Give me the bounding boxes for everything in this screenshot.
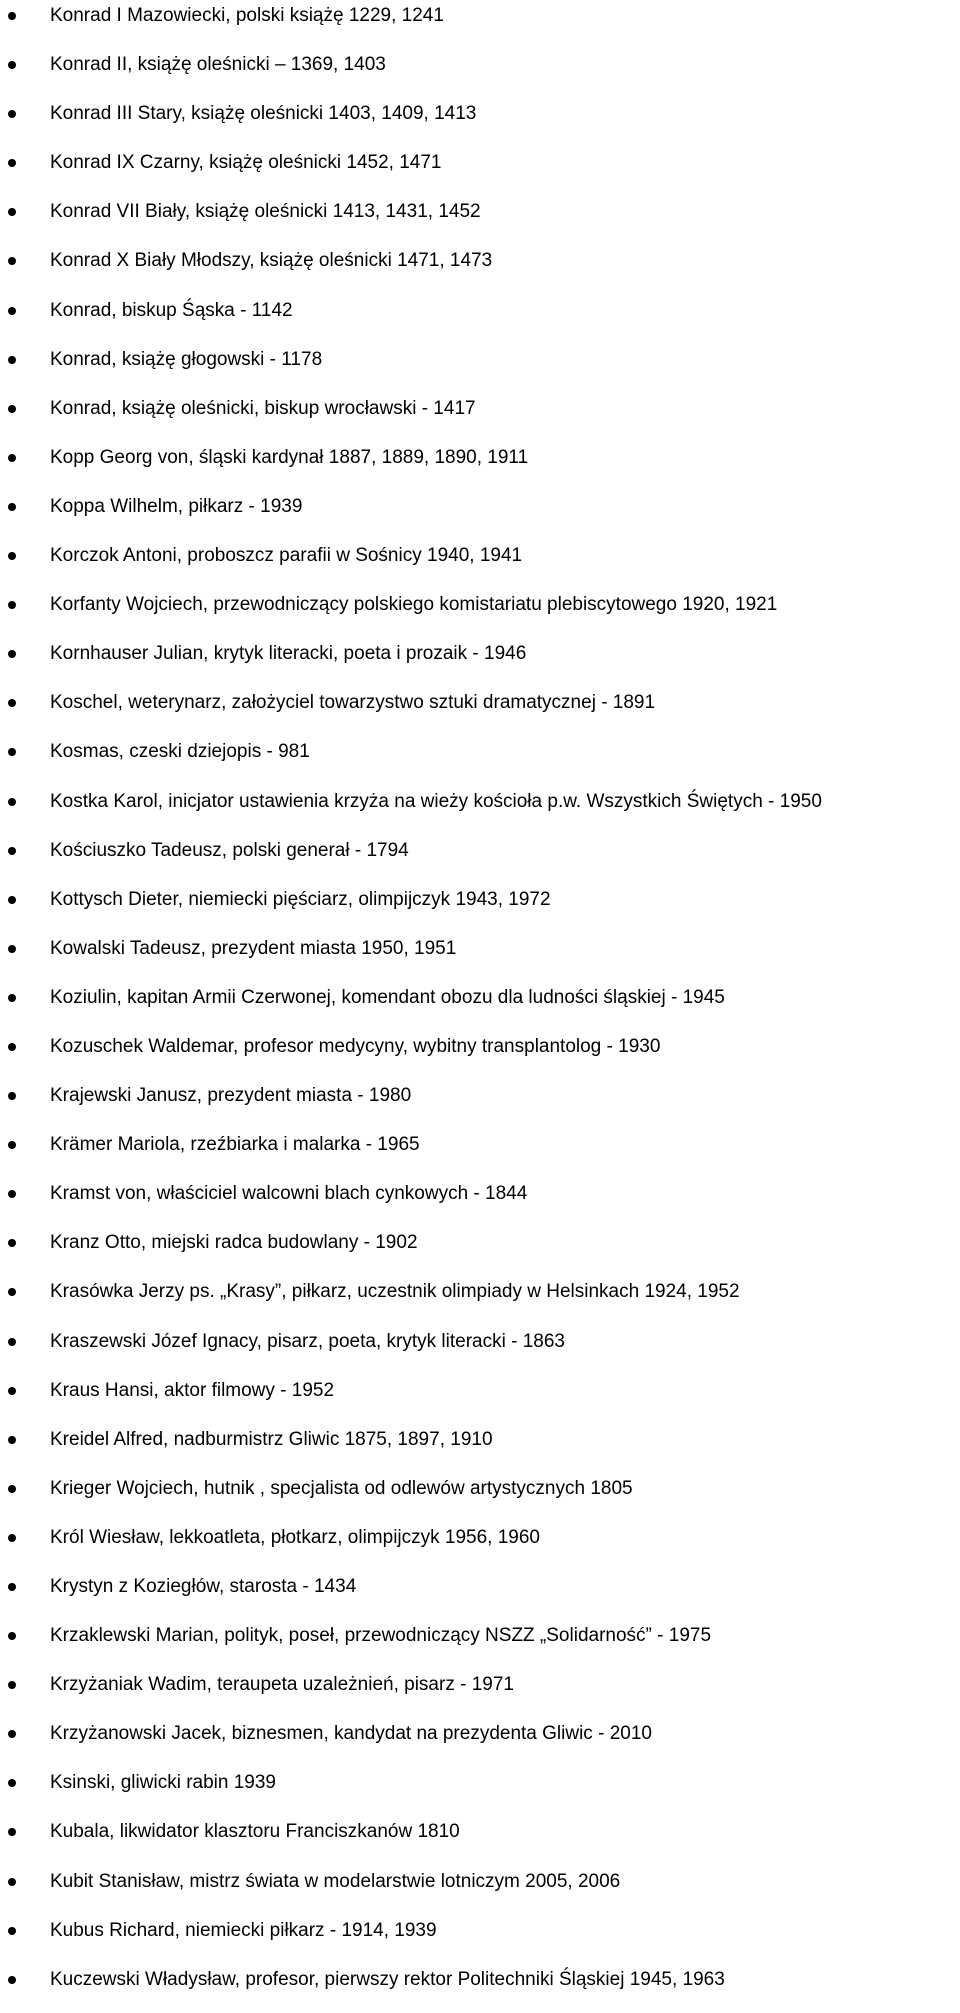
bullet-icon xyxy=(8,1927,16,1935)
list-item xyxy=(0,589,960,638)
bullet-icon xyxy=(8,356,16,364)
list-item-text: Konrad III Stary, książę oleśnicki 1403, 1409, 1413 xyxy=(50,103,477,125)
bullet-icon xyxy=(8,650,16,658)
list-item-text: Kostka Karol, inicjator ustawienia krzyża na wieży kościoła p.w. Wszystkich Świętych - 1950 xyxy=(50,790,822,812)
list-item xyxy=(0,1473,960,1522)
bullet-icon xyxy=(8,798,16,806)
bullet-icon xyxy=(8,1976,16,1984)
bullet-icon xyxy=(8,208,16,216)
list-item-text: Krystyn z Koziegłów, starosta - 1434 xyxy=(50,1576,357,1597)
list-item xyxy=(0,1620,960,1669)
bullet-icon xyxy=(8,405,16,413)
bullet-icon xyxy=(8,1436,16,1444)
bullet-icon xyxy=(8,1239,16,1247)
list-item xyxy=(0,933,960,982)
list-item-text: Król Wiesław, lekkoatleta, płotkarz, olimpijczyk 1956, 1960 xyxy=(50,1526,541,1548)
list-item-text: Kubit Stanisław, mistrz świata w modelarstwie lotniczym 2005, 2006 xyxy=(50,1870,621,1892)
bullet-icon xyxy=(8,699,16,707)
bullet-icon xyxy=(8,1485,16,1493)
list-item-text: Konrad I Mazowiecki, polski książę 1229, 1241 xyxy=(50,5,444,26)
list-item-text: Krieger Wojciech, hutnik , specjalista od odlewów artystycznych 1805 xyxy=(50,1477,633,1499)
list-item-text: Kopp Georg von, śląski kardynał 1887, 1889, 1890, 1911 xyxy=(50,446,529,468)
list-item xyxy=(0,1522,960,1571)
bullet-icon xyxy=(8,1681,16,1689)
list-item xyxy=(0,1866,960,1915)
list-item-text: Korfanty Wojciech, przewodniczący polskiego komistariatu plebiscytowego 1920, 1921 xyxy=(50,594,778,616)
list-item-text: Korczok Antoni, proboszcz parafii w Sośnicy 1940, 1941 xyxy=(50,545,523,567)
list-item xyxy=(0,1767,960,1816)
bullet-icon xyxy=(8,994,16,1002)
bullet-icon xyxy=(8,61,16,69)
list-item xyxy=(0,147,960,196)
list-item xyxy=(0,540,960,589)
list-item xyxy=(0,0,960,49)
list-item xyxy=(0,1816,960,1865)
bullet-icon xyxy=(8,257,16,265)
list-item-text: Kuczewski Władysław, profesor, pierwszy rektor Politechniki Śląskiej 1945, 1963 xyxy=(50,1968,725,1990)
bullet-icon xyxy=(8,1730,16,1738)
bullet-icon xyxy=(8,12,16,20)
bullet-icon xyxy=(8,110,16,118)
list-item-text: Konrad, książę głogowski - 1178 xyxy=(50,348,323,370)
list-item-text: Krzyżanowski Jacek, biznesmen, kandydat na prezydenta Gliwic - 2010 xyxy=(50,1723,652,1745)
list-item xyxy=(0,1669,960,1718)
list-item-text: Kraszewski Józef Ignacy, pisarz, poeta, krytyk literacki - 1863 xyxy=(50,1330,565,1352)
list-item xyxy=(0,1915,960,1964)
list-item xyxy=(0,295,960,344)
bullet-icon xyxy=(8,1141,16,1149)
list-item xyxy=(0,1031,960,1080)
list-item xyxy=(0,1326,960,1375)
list-item-text: Kubala, likwidator klasztoru Franciszkanów 1810 xyxy=(50,1821,460,1843)
list-item-text: Kubus Richard, niemiecki piłkarz - 1914, 1939 xyxy=(50,1919,437,1941)
bullet-icon xyxy=(8,307,16,315)
list-item xyxy=(0,1178,960,1227)
list-item-text: Konrad, książę oleśnicki, biskup wrocławski - 1417 xyxy=(50,397,476,419)
list-item xyxy=(0,1375,960,1424)
list-item xyxy=(0,1276,960,1325)
bullet-icon xyxy=(8,159,16,167)
bullet-icon xyxy=(8,1190,16,1198)
list-item xyxy=(0,442,960,491)
bullet-icon xyxy=(8,503,16,511)
list-item xyxy=(0,1964,960,2013)
list-item-text: Kornhauser Julian, krytyk literacki, poeta i prozaik - 1946 xyxy=(50,643,527,665)
list-item-text: Kreidel Alfred, nadburmistrz Gliwic 1875, 1897, 1910 xyxy=(50,1428,493,1450)
list-item xyxy=(0,1227,960,1276)
list-item-text: Ksinski, gliwicki rabin 1939 xyxy=(50,1772,276,1794)
bullet-icon xyxy=(8,1583,16,1591)
list-item xyxy=(0,1080,960,1129)
list-item-text: Kraus Hansi, aktor filmowy - 1952 xyxy=(50,1379,335,1401)
bullet-icon xyxy=(8,945,16,953)
list-item xyxy=(0,982,960,1031)
list-item-text: Konrad II, książę oleśnicki – 1369, 1403 xyxy=(50,54,386,76)
bullet-icon xyxy=(8,1632,16,1640)
bullet-icon xyxy=(8,748,16,756)
bullet-icon xyxy=(8,1338,16,1346)
list-item-text: Kramst von, właściciel walcowni blach cynkowych - 1844 xyxy=(50,1183,528,1205)
list-item xyxy=(0,835,960,884)
list-item xyxy=(0,393,960,442)
list-item xyxy=(0,245,960,294)
list-item-text: Konrad, biskup Śąska - 1142 xyxy=(50,299,293,321)
list-item-text: Koschel, weterynarz, założyciel towarzystwo sztuki dramatycznej - 1891 xyxy=(50,692,656,714)
bullet-icon xyxy=(8,601,16,609)
list-item xyxy=(0,1718,960,1767)
list-item-text: Koppa Wilhelm, piłkarz - 1939 xyxy=(50,495,303,517)
list-item-text: Konrad X Biały Młodszy, książę oleśnicki 1471, 1473 xyxy=(50,250,493,272)
list-item xyxy=(0,736,960,785)
list-item xyxy=(0,1129,960,1178)
list-item-text: Kosmas, czeski dziejopis - 981 xyxy=(50,741,310,763)
list-item xyxy=(0,344,960,393)
list-item-text: Konrad VII Biały, książę oleśnicki 1413, 1431, 1452 xyxy=(50,201,481,223)
bullet-icon xyxy=(8,1043,16,1051)
bullet-icon xyxy=(8,1288,16,1296)
list-item-text: Krämer Mariola, rzeźbiarka i malarka - 1965 xyxy=(50,1134,420,1156)
bullet-icon xyxy=(8,454,16,462)
list-item xyxy=(0,491,960,540)
bullet-icon xyxy=(8,1387,16,1395)
bullet-icon xyxy=(8,1534,16,1542)
list-item-text: Kościuszko Tadeusz, polski generał - 1794 xyxy=(50,839,409,861)
list-item xyxy=(0,638,960,687)
list-item-text: Konrad IX Czarny, książę oleśnicki 1452, 1471 xyxy=(50,152,442,174)
bullet-icon xyxy=(8,1878,16,1886)
list-item-text: Koziulin, kapitan Armii Czerwonej, komendant obozu dla ludności śląskiej - 1945 xyxy=(50,986,725,1008)
bullet-icon xyxy=(8,552,16,560)
list-item xyxy=(0,786,960,835)
list-item-text: Kowalski Tadeusz, prezydent miasta 1950, 1951 xyxy=(50,937,457,959)
list-item-text: Krzyżaniak Wadim, teraupeta uzależnień, pisarz - 1971 xyxy=(50,1674,514,1696)
list-item xyxy=(0,687,960,736)
bullet-icon xyxy=(8,1828,16,1836)
bullet-icon xyxy=(8,1779,16,1787)
list-item-text: Krasówka Jerzy ps. „Krasy”, piłkarz, uczestnik olimpiady w Helsinkach 1924, 1952 xyxy=(50,1281,740,1303)
list-item-text: Kranz Otto, miejski radca budowlany - 1902 xyxy=(50,1232,418,1254)
list-item xyxy=(0,1571,960,1620)
bullet-icon xyxy=(8,896,16,904)
bullet-icon xyxy=(8,847,16,855)
list-item xyxy=(0,196,960,245)
list-item xyxy=(0,1424,960,1473)
list-item-text: Kozuschek Waldemar, profesor medycyny, wybitny transplantolog - 1930 xyxy=(50,1035,661,1057)
list-item-text: Krajewski Janusz, prezydent miasta - 1980 xyxy=(50,1085,412,1107)
bullet-icon xyxy=(8,1092,16,1100)
list-item-text: Krzaklewski Marian, polityk, poseł, przewodniczący NSZZ „Solidarność” - 1975 xyxy=(50,1625,712,1647)
list-item xyxy=(0,49,960,98)
list-item xyxy=(0,98,960,147)
list-item xyxy=(0,884,960,933)
list-item-text: Kottysch Dieter, niemiecki pięściarz, olimpijczyk 1943, 1972 xyxy=(50,888,551,910)
